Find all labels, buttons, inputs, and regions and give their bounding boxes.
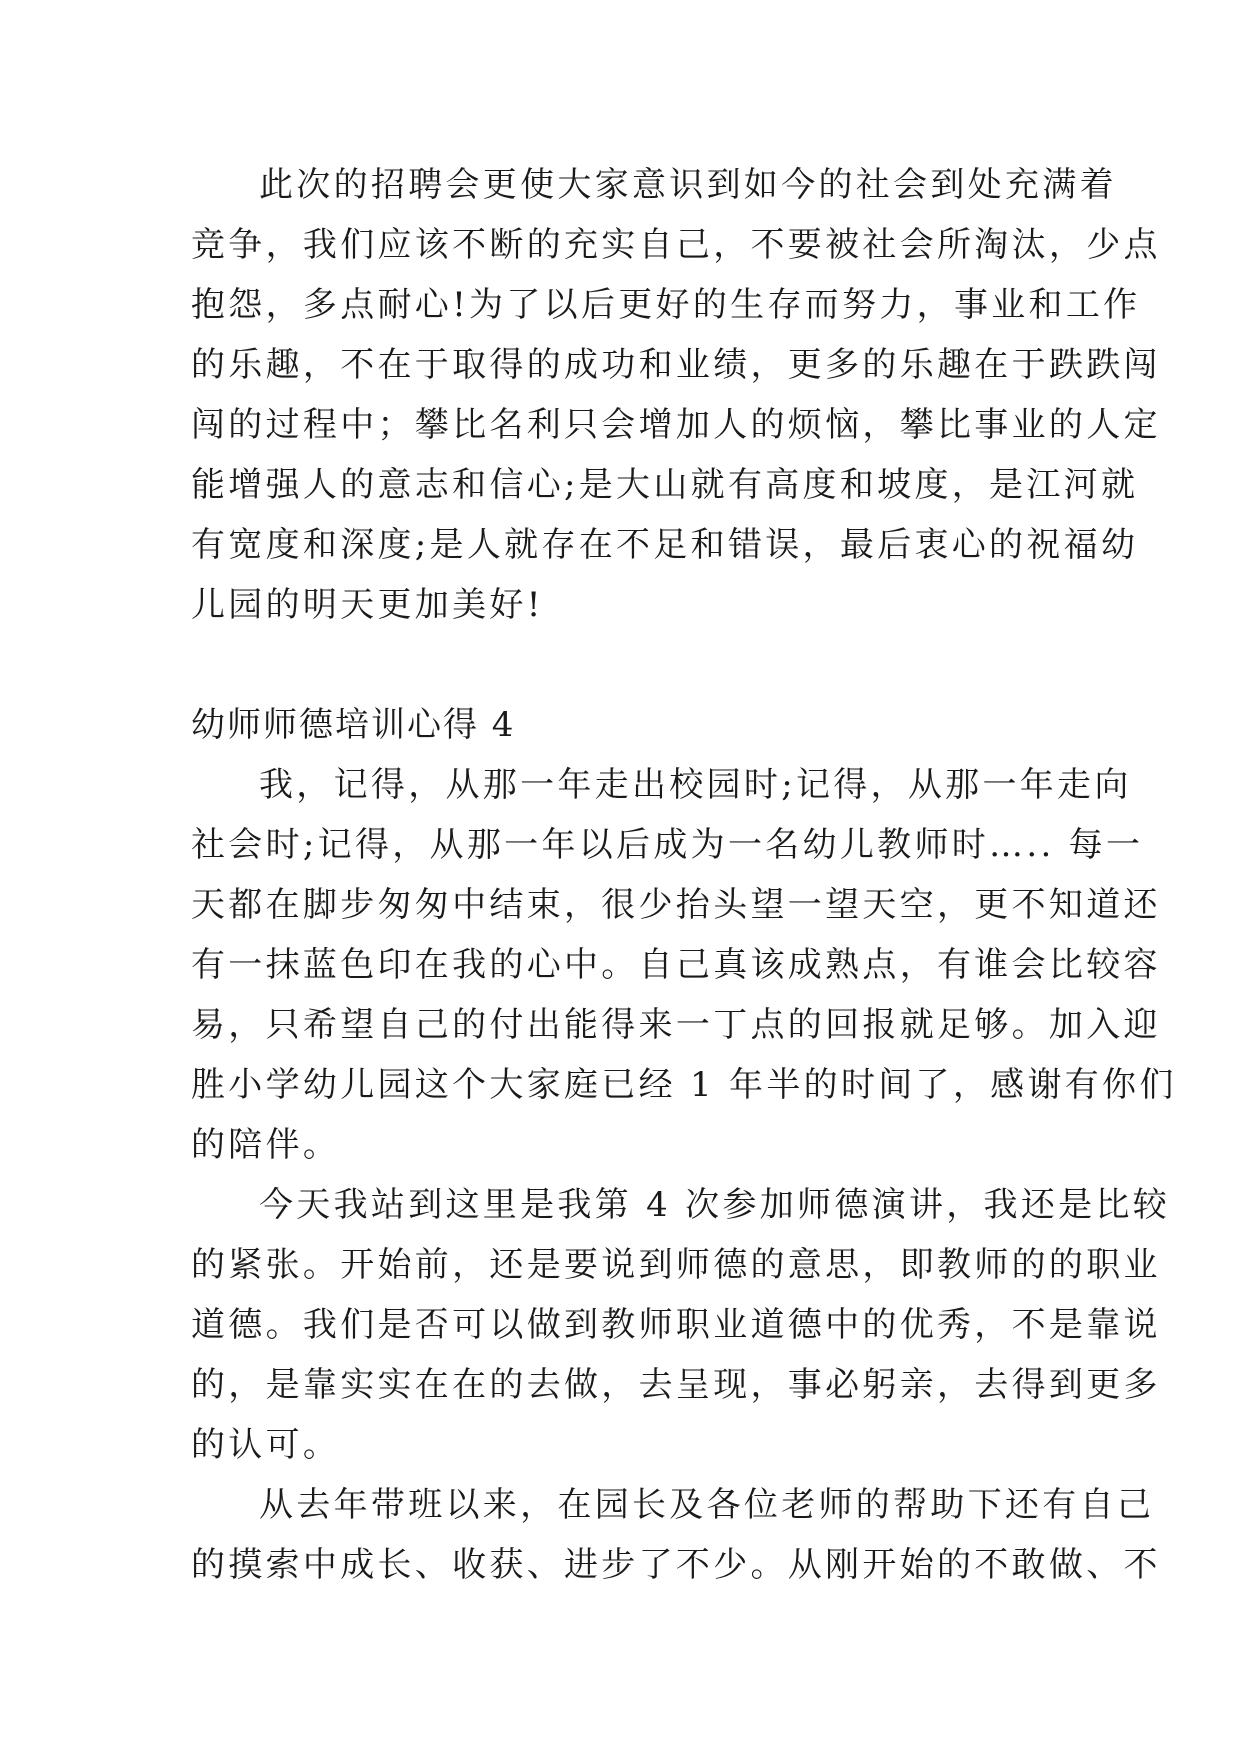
text-line: 社会时;记得，从那一年以后成为一名幼儿教师时….. 每一 — [191, 825, 1144, 865]
text-line: 的，是靠实实在在的去做，去呈现，事必躬亲，去得到更多 — [191, 1365, 1161, 1405]
text-line: 此次的招聘会更使大家意识到如今的社会到处充满着 — [259, 165, 1117, 205]
text-line: 的陪伴。 — [191, 1125, 341, 1165]
section-heading: 幼师师德培训心得 4 — [191, 705, 516, 745]
paragraph — [191, 1175, 1171, 1475]
text-line: 的认可。 — [191, 1425, 341, 1465]
text-line: 能增强人的意志和信心;是大山就有高度和坡度，是江河就 — [191, 465, 1139, 505]
text-line: 天都在脚步匆匆中结束，很少抬头望一望天空，更不知道还 — [191, 885, 1161, 925]
section-gap — [191, 635, 1061, 695]
text-line: 竞争，我们应该不断的充实自己，不要被社会所淘汰，少点 — [191, 225, 1161, 265]
text-line: 抱怨，多点耐心!为了以后更好的生存而努力，事业和工作 — [191, 285, 1141, 325]
text-line: 今天我站到这里是我第 4 次参加师德演讲，我还是比较 — [259, 1185, 1171, 1225]
text-line: 从去年带班以来，在园长及各位老师的帮助下还有自己 — [259, 1485, 1155, 1525]
text-line: 我，记得，从那一年走出校园时;记得，从那一年走向 — [259, 765, 1132, 805]
text-line: 的紧张。开始前，还是要说到师德的意思，即教师的的职业 — [191, 1245, 1161, 1285]
paragraph — [191, 1475, 1161, 1595]
text-line: 道德。我们是否可以做到教师职业道德中的优秀，不是靠说 — [191, 1305, 1161, 1345]
document-body — [191, 155, 1177, 1595]
text-line: 儿园的明天更加美好! — [191, 585, 544, 625]
text-line: 的摸索中成长、收获、进步了不少。从刚开始的不敢做、不 — [191, 1545, 1161, 1585]
text-line: 有一抹蓝色印在我的心中。自己真该成熟点，有谁会比较容 — [191, 945, 1161, 985]
text-line: 闯的过程中；攀比名利只会增加人的烦恼，攀比事业的人定 — [191, 405, 1161, 445]
paragraph — [191, 155, 1161, 635]
text-line: 易，只希望自己的付出能得来一丁点的回报就足够。加入迎 — [191, 1005, 1161, 1045]
paragraph — [191, 755, 1177, 1175]
text-line: 有宽度和深度;是人就存在不足和错误，最后衷心的祝福幼 — [191, 525, 1139, 565]
text-line: 胜小学幼儿园这个大家庭已经 1 年半的时间了，感谢有你们 — [191, 1065, 1177, 1105]
text-line: 的乐趣，不在于取得的成功和业绩，更多的乐趣在于跌跌闯 — [191, 345, 1161, 385]
